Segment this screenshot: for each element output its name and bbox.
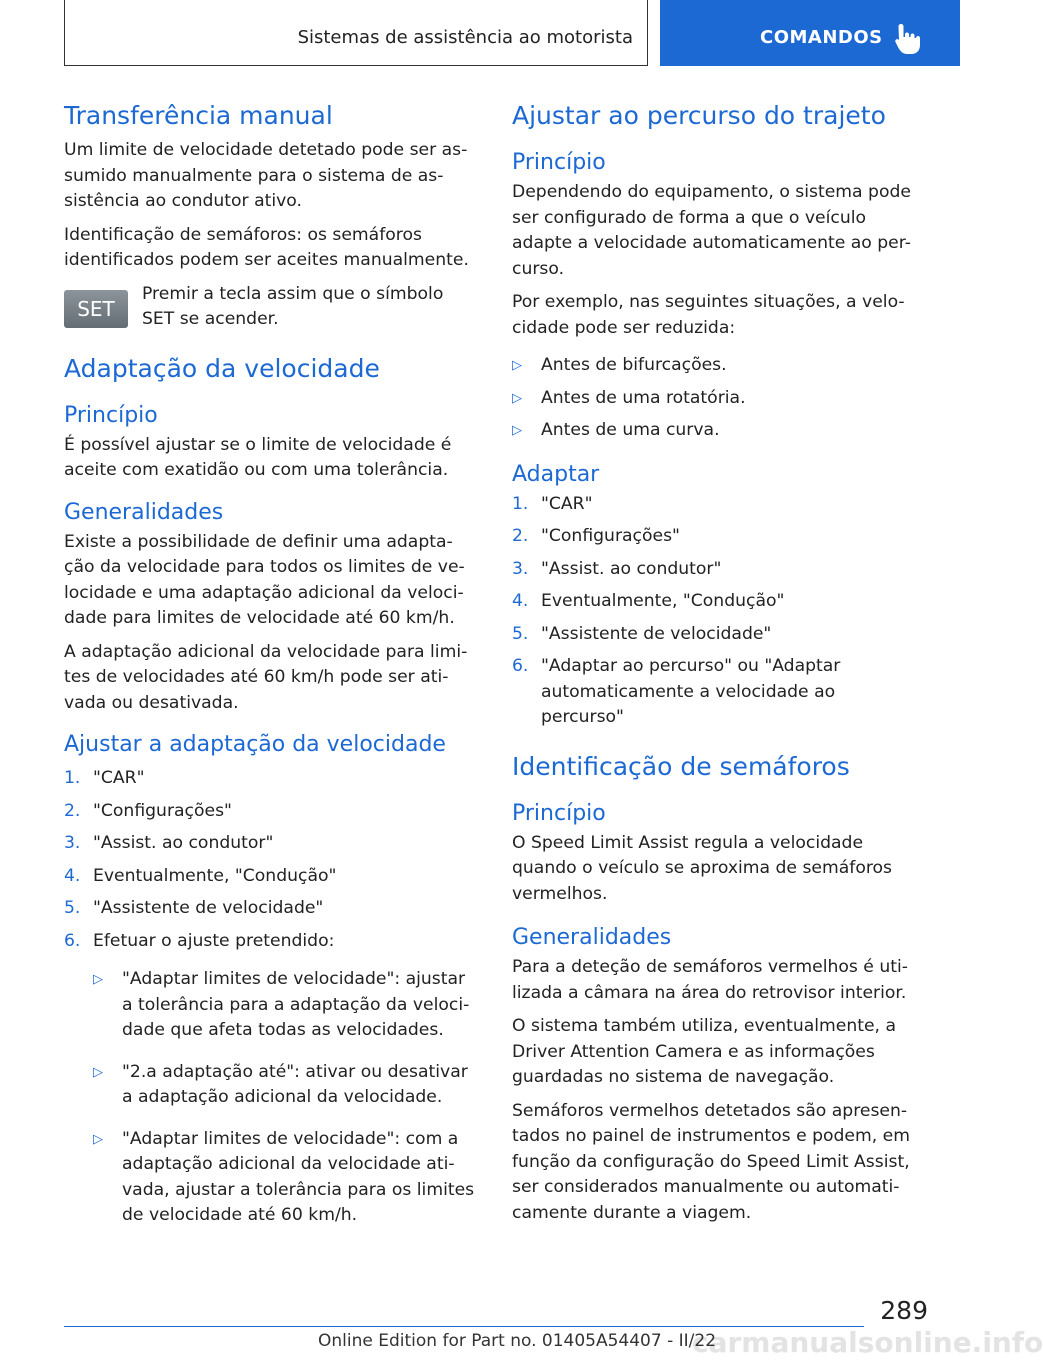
list-item xyxy=(512,557,928,583)
list-item-text: "Adaptar ao percurso" ou "Adaptar automaticamente a velocidade ao percurso" xyxy=(541,656,841,727)
watermark: carmanualsonline.info xyxy=(692,1326,1043,1359)
bullet-item-text: Antes de bifurcações. xyxy=(541,355,727,375)
list-item xyxy=(64,896,484,922)
list-item xyxy=(512,622,928,648)
triangle-bullet-icon: ▷ xyxy=(512,390,522,406)
header-section-box xyxy=(64,0,648,66)
bullet-item-text: "Adaptar limites de velocidade": com a adaptação adicional da velocidade ati- vada, ajustar a tolerância para os limites de velocidade até 60 km/h. xyxy=(122,1128,475,1225)
list-item-text: "Configurações" xyxy=(93,800,232,821)
list-number: 6. xyxy=(64,930,81,951)
heading-transferencia-manual: Transferência manual xyxy=(64,101,333,130)
bullet-item-text: "2.a adaptação até": ativar ou desativar a adaptação adicional da velocidade. xyxy=(122,1061,468,1107)
bullet-item-text: Antes de uma rotatória. xyxy=(541,387,746,408)
list-item-text: "Configurações" xyxy=(541,526,680,546)
substeps-list xyxy=(93,967,484,1229)
paragraph: O sistema também utiliza, eventualmente, a Driver Attention Camera e as informações guardadas no sistema de navegação. xyxy=(512,1016,897,1087)
list-number: 2. xyxy=(64,800,81,821)
heading-principio: Princípio xyxy=(512,800,606,826)
list-number: 1. xyxy=(64,768,81,788)
steps-list xyxy=(512,492,928,731)
paragraph: O Speed Limit Assist regula a velocidade quando o veículo se aproxima de semáforos vermelhos. xyxy=(512,832,892,904)
set-instruction-text: Premir a tecla assim que o símbolo SET se acender. xyxy=(142,283,444,329)
right-column xyxy=(512,96,928,1226)
list-item-text: "Assist. ao condutor" xyxy=(93,833,274,853)
set-button-icon: SET xyxy=(64,290,128,328)
list-item-text: Eventualmente, "Condução" xyxy=(93,865,337,886)
list-item xyxy=(512,654,928,731)
triangle-bullet-icon: ▷ xyxy=(93,1064,103,1080)
list-number: 4. xyxy=(512,591,529,611)
set-instruction xyxy=(64,282,484,342)
heading-principio: Princípio xyxy=(512,150,606,175)
footer-edition: Online Edition for Part no. 01405A54407 - II/22 xyxy=(318,1331,717,1351)
paragraph: Para a deteção de semáforos vermelhos é uti- lizada a câmara na área do retrovisor interior. xyxy=(512,957,908,1003)
heading-ajustar-adaptacao: Ajustar a adaptação da velocidade xyxy=(64,732,446,757)
list-number: 5. xyxy=(512,623,529,644)
pointing-hand-icon xyxy=(893,22,923,56)
list-item xyxy=(64,799,484,825)
bullet-item xyxy=(512,418,928,444)
heading-ajustar-percurso: Ajustar ao percurso do trajeto xyxy=(512,101,886,130)
list-item xyxy=(64,831,484,857)
bullet-item-text: Antes de uma curva. xyxy=(541,420,720,440)
paragraph: Um limite de velocidade detetado pode ser as- sumido manualmente para o sistema de as- sistência ao condutor ativo. xyxy=(64,140,468,211)
paragraph: A adaptação adicional da velocidade para limi- tes de velocidades até 60 km/h pode ser ati- vada ou desativada. xyxy=(64,641,468,713)
paragraph: Semáforos vermelhos detetados são apresen- tados no painel de instrumentos e podem, em função da configuração do Speed Limit Assist, ser considerados manualmente ou automati- camente durante a viagem. xyxy=(512,1100,910,1223)
list-item-text: "Assistente de velocidade" xyxy=(541,623,772,644)
triangle-bullet-icon: ▷ xyxy=(512,423,522,438)
list-number: 3. xyxy=(64,833,81,853)
bullet-item xyxy=(512,353,928,379)
bullet-item xyxy=(93,967,484,1044)
paragraph: Existe a possibilidade de definir uma adapta- ção da velocidade para todos os limites de ve- locidade e uma adaptação adicional da veloci- dade para limites de velocidade até 60 km/h. xyxy=(64,531,465,628)
list-number: 6. xyxy=(512,656,529,676)
heading-identificacao-semaforos: Identificação de semáforos xyxy=(512,751,850,781)
list-number: 3. xyxy=(512,558,529,579)
list-item xyxy=(64,929,484,955)
bullet-list xyxy=(512,353,928,444)
list-item xyxy=(512,589,928,615)
bullet-item-text: "Adaptar limites de velocidade": ajustar a tolerância para a adaptação da veloci- dade que afeta todas as velocidades. xyxy=(122,969,470,1040)
list-item-text: "Assist. ao condutor" xyxy=(541,558,722,579)
page-number: 289 xyxy=(880,1296,928,1325)
list-number: 2. xyxy=(512,526,529,546)
list-item xyxy=(64,766,484,792)
header-chapter-tab[interactable] xyxy=(660,0,960,66)
heading-adaptacao-velocidade: Adaptação da velocidade xyxy=(64,353,380,383)
steps-list xyxy=(64,766,484,954)
heading-generalidades: Generalidades xyxy=(64,499,224,525)
list-item xyxy=(512,524,928,550)
list-item-text: "CAR" xyxy=(93,768,145,788)
bullet-item xyxy=(93,1127,484,1229)
bullet-item xyxy=(512,386,928,412)
list-number: 1. xyxy=(512,493,529,514)
list-item-text: Efetuar o ajuste pretendido: xyxy=(93,930,335,951)
header-section-title: Sistemas de assistência ao motorista xyxy=(297,27,633,48)
left-column xyxy=(64,96,484,1229)
triangle-bullet-icon: ▷ xyxy=(93,1131,103,1147)
paragraph: Identificação de semáforos: os semáforos identificados podem ser aceites manualmente. xyxy=(64,224,469,270)
list-item-text: Eventualmente, "Condução" xyxy=(541,591,785,611)
paragraph: Dependendo do equipamento, o sistema pode ser configurado de forma a que o veículo adapte a velocidade automaticamente ao per- curso. xyxy=(512,182,911,279)
bullet-item xyxy=(93,1060,484,1111)
triangle-bullet-icon: ▷ xyxy=(512,358,522,373)
paragraph: Por exemplo, nas seguintes situações, a velo- cidade pode ser reduzida: xyxy=(512,292,905,338)
list-item-text: "CAR" xyxy=(541,493,593,514)
list-item-text: "Assistente de velocidade" xyxy=(93,898,324,918)
paragraph: É possível ajustar se o limite de velocidade é aceite com exatidão ou com uma tolerância. xyxy=(64,434,452,480)
heading-principio: Princípio xyxy=(64,402,158,428)
triangle-bullet-icon: ▷ xyxy=(93,972,103,987)
list-item xyxy=(64,864,484,890)
list-item xyxy=(512,492,928,518)
heading-adaptar: Adaptar xyxy=(512,461,600,487)
heading-generalidades: Generalidades xyxy=(512,925,672,950)
list-number: 4. xyxy=(64,865,81,886)
list-number: 5. xyxy=(64,898,81,918)
header-chapter-title: COMANDOS xyxy=(760,27,883,48)
